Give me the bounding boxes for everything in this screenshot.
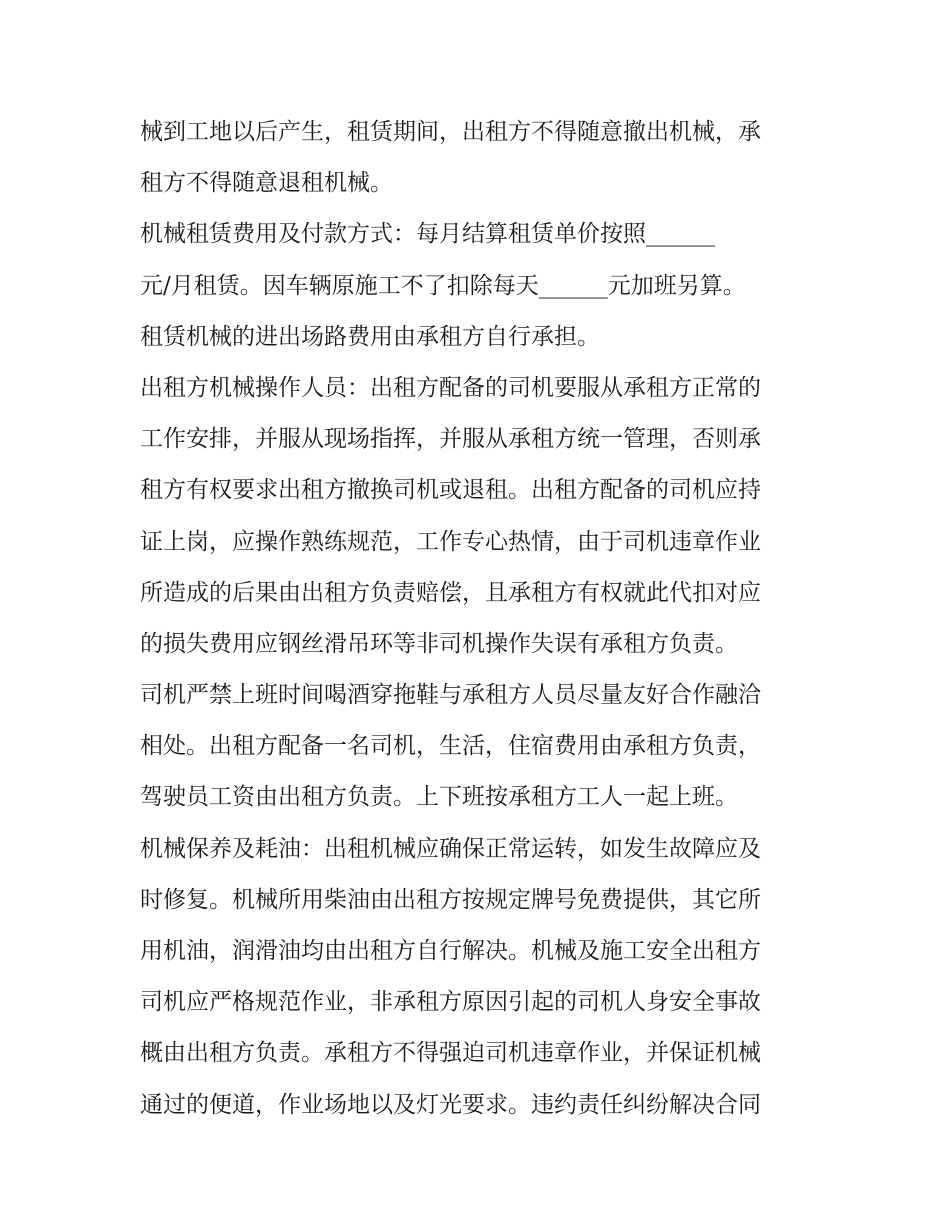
text-line: 司机严禁上班时间喝酒穿拖鞋与承租方人员尽量友好合作融洽 [140, 682, 761, 709]
text-line: 司机应严格规范作业，非承租方原因引起的司机人身安全事故 [140, 989, 761, 1016]
text-line: 相处。出租方配备一名司机，生活，住宿费用由承租方负责， [140, 733, 761, 760]
text-line: 租方有权要求出租方撤换司机或退租。出租方配备的司机应持 [140, 477, 761, 504]
text-line: 证上岗，应操作熟练规范，工作专心热情，由于司机违章作业 [140, 528, 761, 555]
text-line: 机械租赁费用及付款方式：每月结算租赁单价按照______ [140, 221, 715, 248]
text-line: 机械保养及耗油：出租机械应确保正常运转，如发生故障应及 [140, 835, 761, 862]
text-line: 工作安排，并服从现场指挥，并服从承租方统一管理，否则承 [140, 426, 761, 453]
document-body [140, 110, 830, 1134]
text-line: 时修复。机械所用柴油由出租方按规定牌号免费提供，其它所 [140, 886, 761, 913]
text-line: 租方不得随意退租机械。 [140, 170, 393, 197]
text-line: 通过的便道，作业场地以及灯光要求。违约责任纠纷解决合同 [140, 1091, 761, 1118]
text-line: 用机油，润滑油均由出租方自行解决。机械及施工安全出租方 [140, 938, 761, 964]
text-line: 概由出租方负责。承租方不得强迫司机违章作业，并保证机械 [140, 1040, 761, 1067]
text-line: 的损失费用应钢丝滑吊环等非司机操作失误有承租方负责。 [140, 630, 738, 657]
text-line: 出租方机械操作人员：出租方配备的司机要服从承租方正常的 [140, 374, 761, 401]
text-line: 所造成的后果由出租方负责赔偿，且承租方有权就此代扣对应 [140, 579, 761, 606]
text-line: 械到工地以后产生，租赁期间，出租方不得随意撤出机械，承 [140, 119, 761, 145]
text-line: 租赁机械的进出场路费用由承租方自行承担。 [140, 323, 600, 350]
text-line: 元/月租赁。因车辆原施工不了扣除每天______元加班另算。 [140, 272, 746, 299]
text-line: 驾驶员工资由出租方负责。上下班按承租方工人一起上班。 [140, 784, 738, 811]
